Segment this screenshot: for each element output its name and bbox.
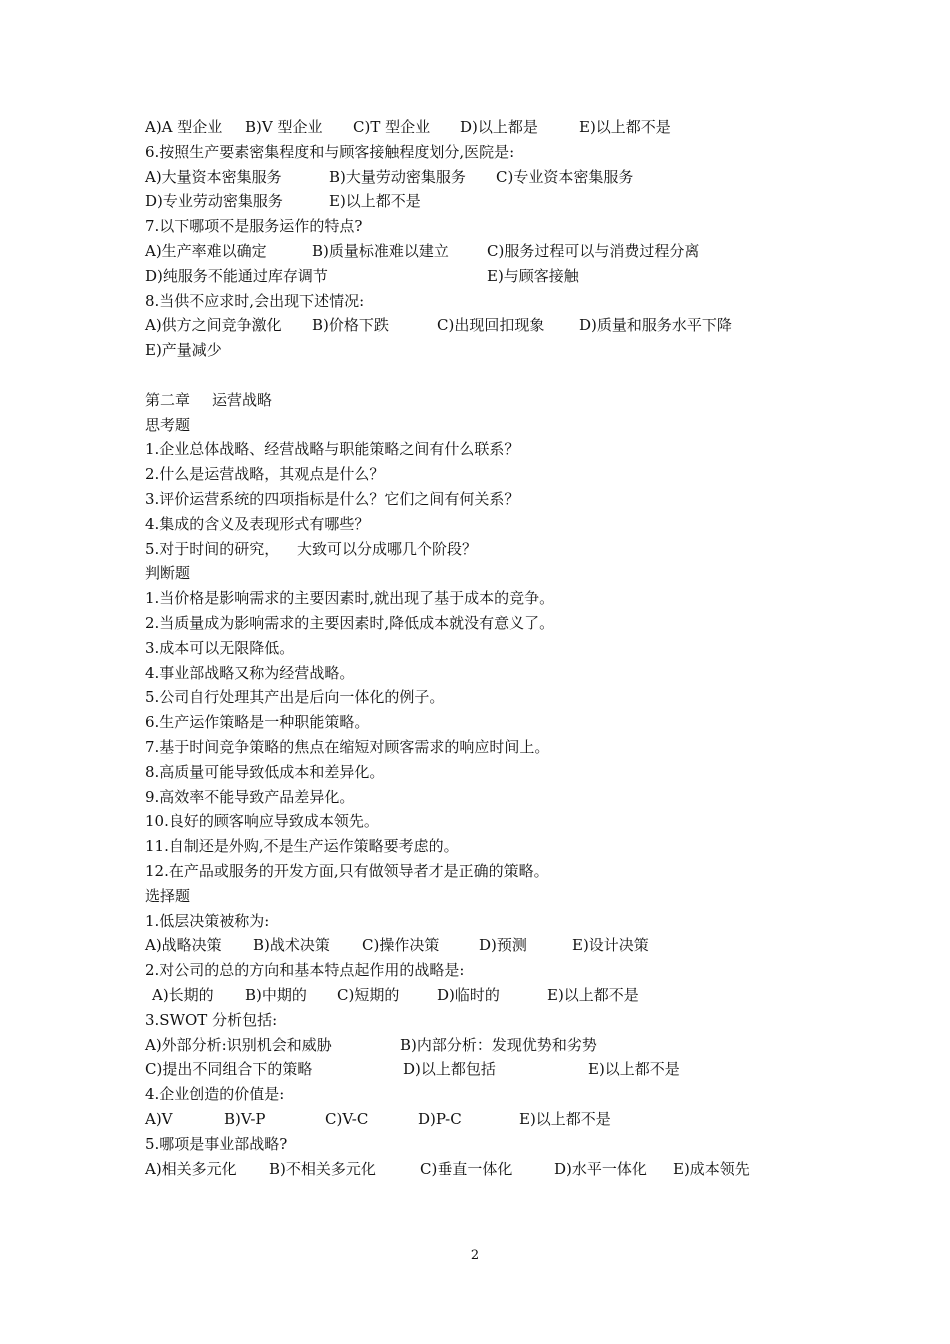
text-segment: E)以上都不是	[329, 192, 421, 211]
text-segment: E)以上都不是	[519, 1110, 611, 1128]
text-segment: C)短期的	[337, 986, 400, 1004]
text-segment: 5.对于时间的研究，	[145, 539, 280, 558]
text-segment: B)大量劳动密集服务	[329, 167, 466, 186]
text-segment: B)中期的	[245, 986, 307, 1004]
text-segment: C)操作决策	[362, 936, 440, 955]
text-segment: 11.自制还是外购,不是生产运作策略要考虑的。	[145, 837, 459, 856]
text-segment: 1.企业总体战略、经营战略与职能策略之间有什么联系？	[145, 440, 520, 459]
text-segment: D)专业劳动密集服务	[145, 192, 283, 211]
text-segment: D)纯服务不能通过库存调节	[145, 266, 328, 285]
text-segment: E)以上都不是	[579, 118, 671, 136]
text-segment: C)垂直一体化	[420, 1159, 513, 1178]
text-segment: A)供方之间竞争激化	[145, 316, 282, 335]
text-segment: D)预测	[479, 936, 527, 955]
text-segment: 9.高效率不能导致产品差异化。	[145, 787, 355, 806]
text-segment: A)生产率难以确定	[145, 242, 267, 260]
text-segment: 2.当质量成为影响需求的主要因素时,降低成本就没有意义了。	[145, 614, 555, 632]
text-segment: D)质量和服务水平下降	[579, 316, 732, 335]
text-segment: A)外部分析:识别机会和威胁	[145, 1035, 332, 1054]
text-segment: 选择题	[145, 886, 191, 905]
text-segment: 8.高质量可能导致低成本和差异化。	[145, 762, 385, 781]
text-segment: E)以上都不是	[547, 986, 639, 1004]
text-segment: 2.什么是运营战略，其观点是什么？	[145, 465, 385, 484]
text-segment: C)V-C	[325, 1110, 369, 1128]
text-segment: 7.以下哪项不是服务运作的特点?	[145, 217, 363, 236]
text-segment: B)质量标准难以建立	[312, 242, 449, 260]
text-segment: E)产量减少	[145, 341, 222, 360]
text-segment: C)出现回扣现象	[437, 316, 545, 335]
text-segment: E)设计决策	[572, 936, 649, 955]
text-segment: B)内部分析：发现优势和劣势	[400, 1035, 597, 1054]
text-segment: 第二章	[145, 390, 191, 409]
text-segment: 6.按照生产要素密集程度和与顾客接触程度划分,医院是:	[145, 142, 515, 161]
text-segment: D)临时的	[437, 986, 500, 1004]
text-segment: B)V-P	[224, 1110, 266, 1128]
text-segment: 3.SWOT 分析包括:	[145, 1010, 278, 1029]
text-segment: E)成本领先	[673, 1159, 750, 1178]
text-segment: 运营战略	[212, 390, 273, 409]
text-segment: C)服务过程可以与消费过程分离	[487, 242, 700, 260]
text-segment: B)价格下跌	[312, 316, 389, 335]
text-segment: B)战术决策	[253, 936, 330, 955]
text-segment: 7.基于时间竞争策略的焦点在缩短对顾客需求的响应时间上。	[145, 738, 550, 756]
text-segment: C)专业资本密集服务	[496, 167, 634, 186]
text-segment: 3.成本可以无限降低。	[145, 638, 295, 657]
text-segment: 4.企业创造的价值是:	[145, 1085, 285, 1104]
text-segment: A)V	[145, 1110, 173, 1128]
text-segment: C)T 型企业	[353, 118, 431, 136]
text-segment: 8.当供不应求时,会出现下述情况:	[145, 291, 365, 310]
text-segment: B)V 型企业	[245, 118, 323, 136]
text-segment: 4.集成的含义及表现形式有哪些？	[145, 514, 370, 533]
text-segment: 判断题	[145, 564, 191, 583]
text-segment: A)大量资本密集服务	[145, 167, 282, 186]
text-segment: C)提出不同组合下的策略	[145, 1060, 313, 1079]
text-segment: D)以上都是	[460, 118, 538, 136]
text-segment: 5.哪项是事业部战略?	[145, 1134, 288, 1153]
text-segment: 1.当价格是影响需求的主要因素时,就出现了基于成本的竞争。	[145, 589, 555, 608]
text-segment: 12.在产品或服务的开发方面,只有做领导者才是正确的策略。	[145, 862, 549, 880]
text-segment: E)与顾客接触	[487, 266, 579, 285]
text-segment: 3.评价运营系统的四项指标是什么？它们之间有何关系？	[145, 490, 520, 508]
text-segment: 6.生产运作策略是一种职能策略。	[145, 713, 370, 732]
text-segment: 4.事业部战略又称为经营战略。	[145, 663, 355, 682]
text-segment: D)P-C	[418, 1110, 462, 1128]
text-segment: 2.对公司的总的方向和基本特点起作用的战略是:	[145, 961, 465, 980]
text-segment: 1.低层决策被称为:	[145, 911, 270, 930]
text-segment: A)战略决策	[145, 936, 222, 955]
text-segment: A)A 型企业	[145, 118, 223, 136]
text-segment: D)水平一体化	[554, 1159, 647, 1178]
text-segment: 大致可以分成哪几个阶段？	[297, 539, 478, 558]
text-segment: 5.公司自行处理其产出是后向一体化的例子。	[145, 688, 445, 707]
text-segment: A)长期的	[152, 986, 214, 1004]
text-segment: A)相关多元化	[145, 1159, 237, 1178]
page-number: 2	[470, 1248, 480, 1263]
text-segment: B)不相关多元化	[269, 1159, 376, 1178]
text-segment: 思考题	[145, 415, 191, 434]
text-segment: D)以上都包括	[403, 1060, 496, 1079]
text-segment: E)以上都不是	[588, 1060, 680, 1079]
text-segment: 10.良好的顾客响应导致成本领先。	[145, 812, 379, 831]
